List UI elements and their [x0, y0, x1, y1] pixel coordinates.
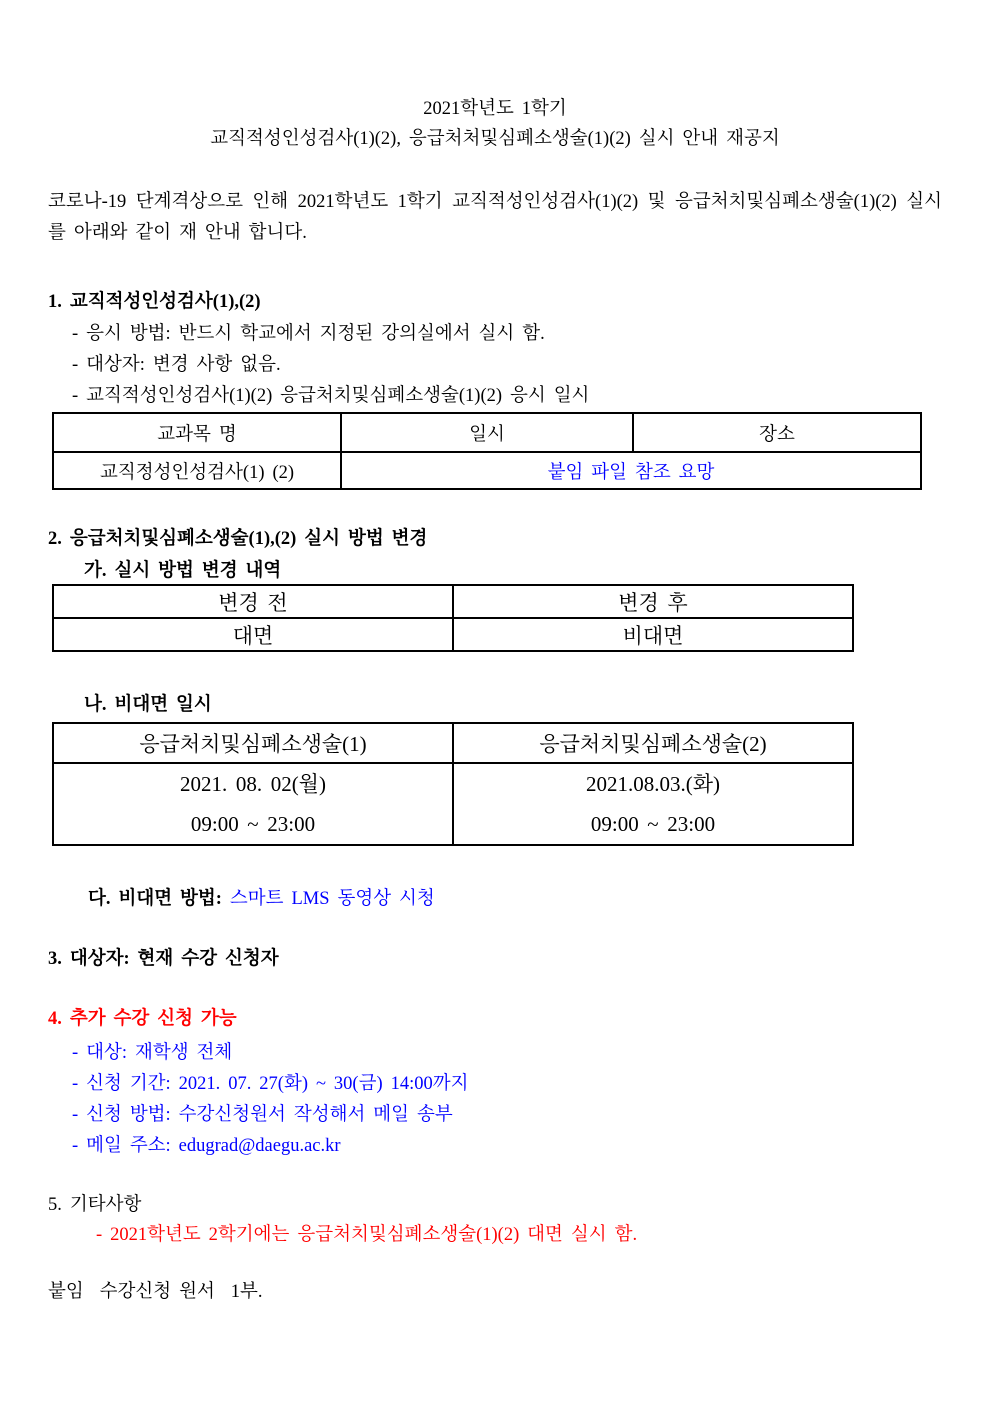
exam-schedule-table	[52, 412, 922, 490]
column-header-place: 장소	[633, 413, 921, 452]
column-header-cpr2: 응급처치및심폐소생술(2)	[453, 723, 853, 763]
attachment-note: 붙임 수강신청 원서 1부.	[48, 1282, 263, 1302]
remote-method-value: 스마트 LMS 동영상 시청	[229, 889, 435, 909]
schedule-date: 2021. 08. 02(월)	[180, 772, 326, 796]
after-cell: 비대면	[453, 618, 853, 651]
section-2-heading: 2. 응급처치및심폐소생술(1),(2) 실시 방법 변경	[48, 529, 428, 549]
column-header-datetime: 일시	[341, 413, 633, 452]
page-title-line1: 2021학년도 1학기	[423, 99, 567, 119]
column-header-cpr1: 응급처치및심폐소생술(1)	[53, 723, 453, 763]
section-4-list	[48, 1038, 942, 1162]
table-row	[53, 618, 853, 651]
list-item: - 대상자: 변경 사항 없음.	[72, 355, 281, 375]
section-2a-subheading: 가. 실시 방법 변경 내역	[84, 561, 282, 581]
column-header-subject: 교과목 명	[53, 413, 341, 452]
schedule-time: 09:00 ~ 23:00	[190, 812, 316, 836]
column-header-before: 변경 전	[53, 585, 453, 618]
remote-schedule-table	[52, 722, 854, 846]
section-5-heading: 5. 기타사항	[48, 1195, 142, 1215]
list-item: - 교직적성인성검사(1)(2) 응급처치및심폐소생술(1)(2) 응시 일시	[72, 386, 590, 406]
list-item: - 응시 방법: 반드시 학교에서 지정된 강의실에서 실시 함.	[72, 324, 545, 344]
intro-paragraph: 코로나-19 단계격상으로 인해 2021학년도 1학기 교직적성인성검사(1)(2) 및 응급처치및심폐소생술(1)(2) 실시를 아래와 같이 재 안내 합니다.	[48, 192, 942, 243]
table-header-row	[53, 585, 853, 618]
list-item: - 신청 방법: 수강신청원서 작성해서 메일 송부	[72, 1105, 453, 1125]
change-table	[52, 584, 854, 652]
section-1-list	[48, 319, 942, 412]
column-header-after: 변경 후	[453, 585, 853, 618]
before-cell: 대면	[53, 618, 453, 651]
page-title-line2: 교직적성인성검사(1)(2), 응급처처및심폐소생술(1)(2) 실시 안내 재공지	[210, 129, 780, 149]
section-4-heading: 4. 추가 수강 신청 가능	[48, 1009, 237, 1029]
list-item: - 대상: 재학생 전체	[72, 1043, 233, 1063]
list-item: - 신청 기간: 2021. 07. 27(화) ~ 30(금) 14:00까지	[72, 1074, 469, 1094]
document-title	[48, 94, 942, 154]
section-2c-subheading	[48, 886, 942, 912]
table-row	[53, 763, 853, 845]
remote-method-label: 다. 비대면 방법:	[88, 889, 230, 909]
section-3-heading: 3. 대상자: 현재 수강 신청자	[48, 949, 279, 969]
table-row	[53, 452, 921, 489]
list-item: - 메일 주소: edugrad@daegu.ac.kr	[72, 1136, 341, 1156]
table-header-row	[53, 413, 921, 452]
schedule-time: 09:00 ~ 23:00	[590, 812, 716, 836]
section-1-heading: 1. 교직적성인성검사(1),(2)	[48, 292, 261, 312]
schedule-cell-cpr1	[53, 763, 453, 845]
subject-cell: 교직정성인성검사(1) (2)	[53, 452, 341, 489]
schedule-cell-cpr2	[453, 763, 853, 845]
section-5-item: - 2021학년도 2학기에는 응급처치및심폐소생술(1)(2) 대면 실시 함.	[96, 1225, 638, 1245]
table-header-row	[53, 723, 853, 763]
note-cell: 붙임 파일 참조 요망	[341, 452, 921, 489]
section-2b-subheading: 나. 비대면 일시	[84, 695, 212, 715]
schedule-date: 2021.08.03.(화)	[585, 772, 721, 796]
